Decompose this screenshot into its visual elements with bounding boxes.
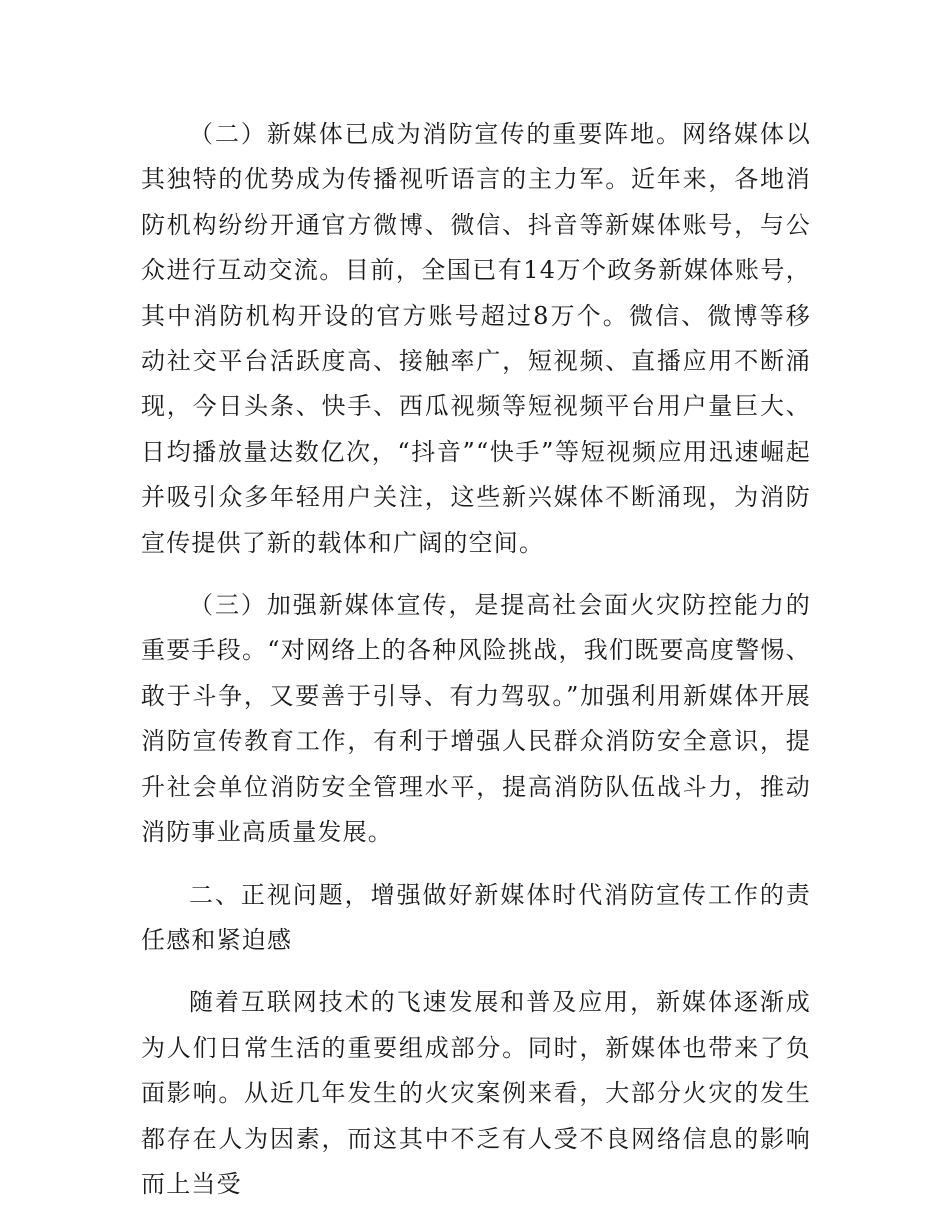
paragraph-strengthen-publicity: （三）加强新媒体宣传，是提高社会面火灾防控能力的重要手段。“对网络上的各种风险挑战，我们既要高度警惕、敢于斗争，又要善于引导、有力驾驭。”加强利用新媒体开展消防宣传教育工作，有利于增强人民群众消防安全意识，提升社会单位消防安全管理水平，提高消防队伍战斗力，推动消防事业高质量发展。 (141, 591, 811, 847)
paragraph-new-media-position: （二）新媒体已成为消防宣传的重要阵地。网络媒体以其独特的优势成为传播视听语言的主力军。近年来，各地消防机构纷纷开通官方微博、微信、抖音等新媒体账号，与公众进行互动交流。目前，全国已有14万个政务新媒体账号，其中消防机构开设的官方账号超过8万个。微信、微博等移动社交平台活跃度高、接触率广，短视频、直播应用不断涌现，今日头条、快手、西瓜视频等短视频平台用户量巨大、日均播放量达数亿次，“抖音”“快手”等短视频应用迅速崛起并吸引众多年轻用户关注，这些新兴媒体不断涌现，为消防宣传提供了新的载体和广阔的空间。 (141, 120, 811, 557)
document-body (141, 112, 811, 1207)
paragraph-internet-development: 随着互联网技术的飞速发展和普及应用，新媒体逐渐成为人们日常生活的重要组成部分。同时，新媒体也带来了负面影响。从近几年发生的火灾案例来看，大部分火灾的发生都存在人为因素，而这其中不乏有人受不良网络信息的影响而上当受 (141, 988, 811, 1198)
section-heading-2: 二、正视问题，增强做好新媒体时代消防宣传工作的责任感和紧迫感 (141, 880, 811, 954)
